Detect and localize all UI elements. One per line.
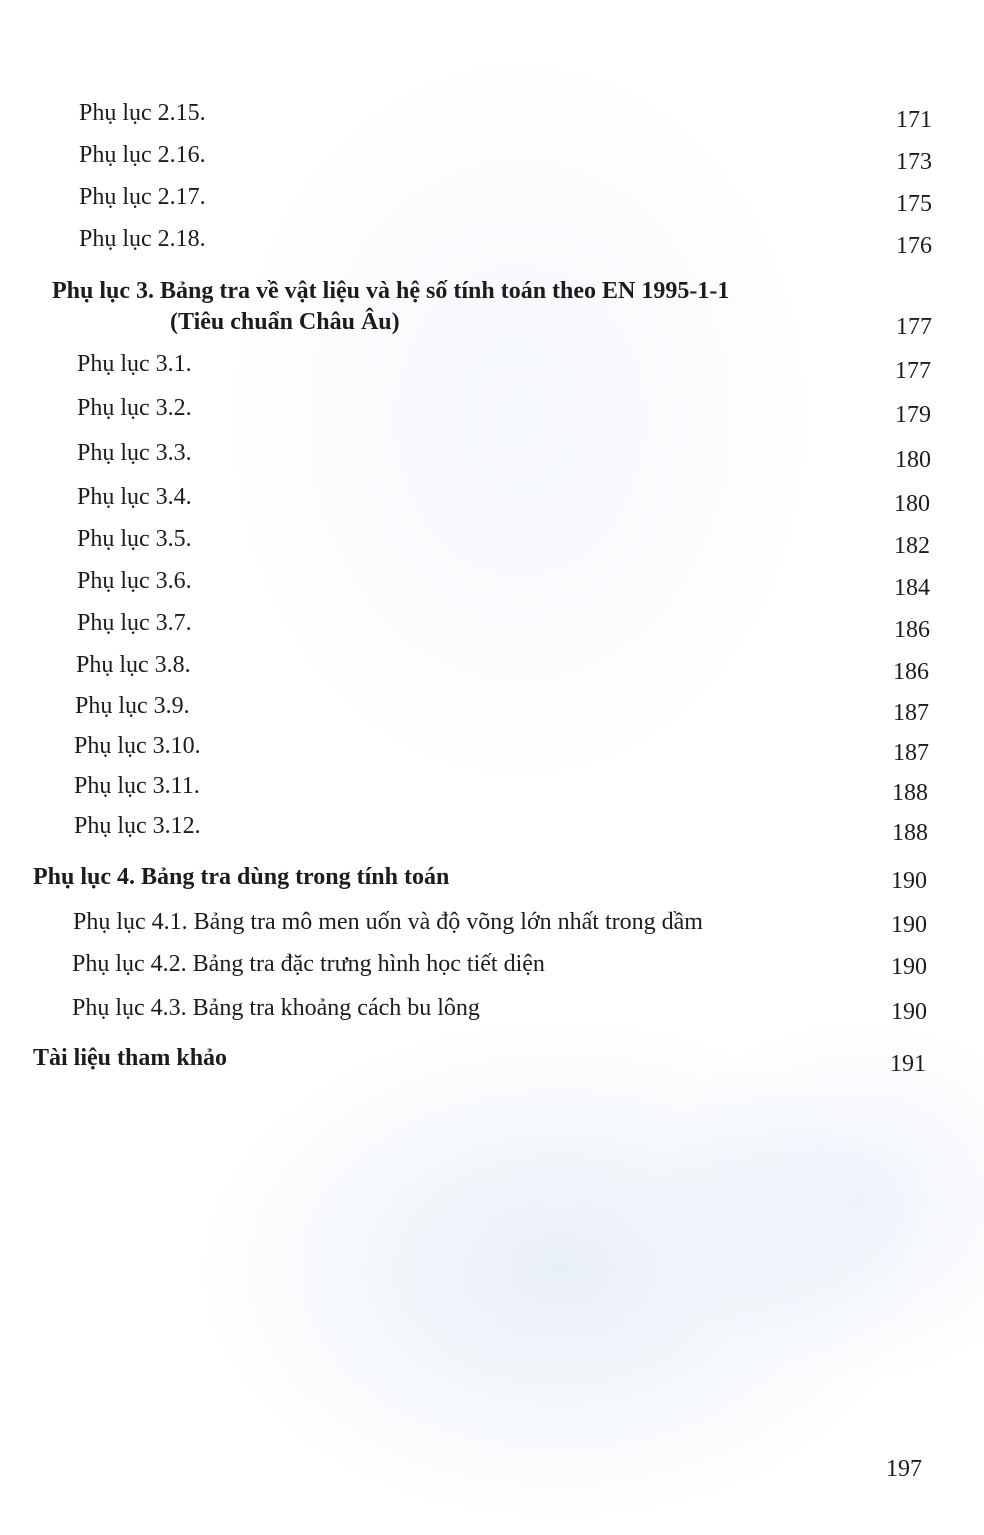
toc-entry-page: 190 (891, 999, 927, 1025)
toc-entry-label: Phụ lục 3.10. (74, 733, 201, 759)
toc-entry-label: Phụ lục 3.9. (75, 693, 190, 719)
toc-entry-page: 179 (895, 402, 931, 428)
toc-entry-page: 186 (893, 659, 929, 685)
toc-section-heading: Phụ lục 4. Bảng tra dùng trong tính toán (33, 864, 450, 890)
toc-entry-label: Phụ lục 3.11. (74, 773, 200, 799)
toc-entry-label: Phụ lục 2.17. (79, 184, 206, 210)
toc-entry-label: Phụ lục 3.12. (74, 813, 201, 839)
toc-entry-label: Phụ lục 3.8. (76, 652, 191, 678)
toc-entry-label: Phụ lục 4.1. Bảng tra mô men uốn và độ võng lớn nhất trong dầm (73, 909, 703, 935)
toc-entry-page: 171 (896, 107, 932, 133)
toc-entry-page: 180 (895, 447, 931, 473)
toc-entry-page: 186 (894, 617, 930, 643)
toc-entry-page: 180 (894, 491, 930, 517)
toc-entry-page: 190 (891, 954, 927, 980)
page-number: 197 (886, 1456, 922, 1482)
toc-entry-page: 190 (891, 912, 927, 938)
toc-entry-page: 188 (892, 780, 928, 806)
toc-entry-page: 187 (893, 740, 929, 766)
toc-entry-label: Phụ lục 2.18. (79, 226, 206, 252)
toc-section-heading: Tài liệu tham khảo (33, 1045, 228, 1071)
toc-entry-label: Phụ lục 4.3. Bảng tra khoảng cách bu lông (72, 995, 480, 1021)
toc-entry-label: Phụ lục 3.6. (77, 568, 192, 594)
toc-entry-page: 188 (892, 820, 928, 846)
toc-entry-page: 177 (895, 358, 931, 384)
toc-section-heading: Phụ lục 3. Bảng tra về vật liệu và hệ số tính toán theo EN 1995-1-1 (52, 278, 730, 304)
toc-entry-label: Phụ lục 3.4. (77, 484, 192, 510)
toc-entry-label: Phụ lục 2.16. (79, 142, 206, 168)
toc-entry-page: 175 (896, 191, 932, 217)
toc-entry-label: Phụ lục 3.5. (77, 526, 192, 552)
toc-entry-label: Phụ lục 3.7. (77, 610, 192, 636)
toc-entry-page: 177 (896, 314, 932, 340)
toc-entry-label: Phụ lục 3.1. (77, 351, 192, 377)
toc-entry-label: Phụ lục 4.2. Bảng tra đặc trưng hình học tiết diện (72, 951, 545, 977)
toc-entry-label: Phụ lục 3.2. (77, 395, 192, 421)
toc-entry-page: 190 (891, 868, 927, 894)
toc-entry-page: 184 (894, 575, 930, 601)
toc-entry-label: Phụ lục 3.3. (77, 440, 192, 466)
toc-entry-page: 176 (896, 233, 932, 259)
toc-entry-page: 182 (894, 533, 930, 559)
toc-entry-label: Phụ lục 2.15. (79, 100, 206, 126)
toc-entry-page: 173 (896, 149, 932, 175)
toc-entry-page: 191 (890, 1051, 926, 1077)
toc-entry-page: 187 (893, 700, 929, 726)
toc-section-heading-continuation: (Tiêu chuẩn Châu Âu) (170, 309, 400, 335)
